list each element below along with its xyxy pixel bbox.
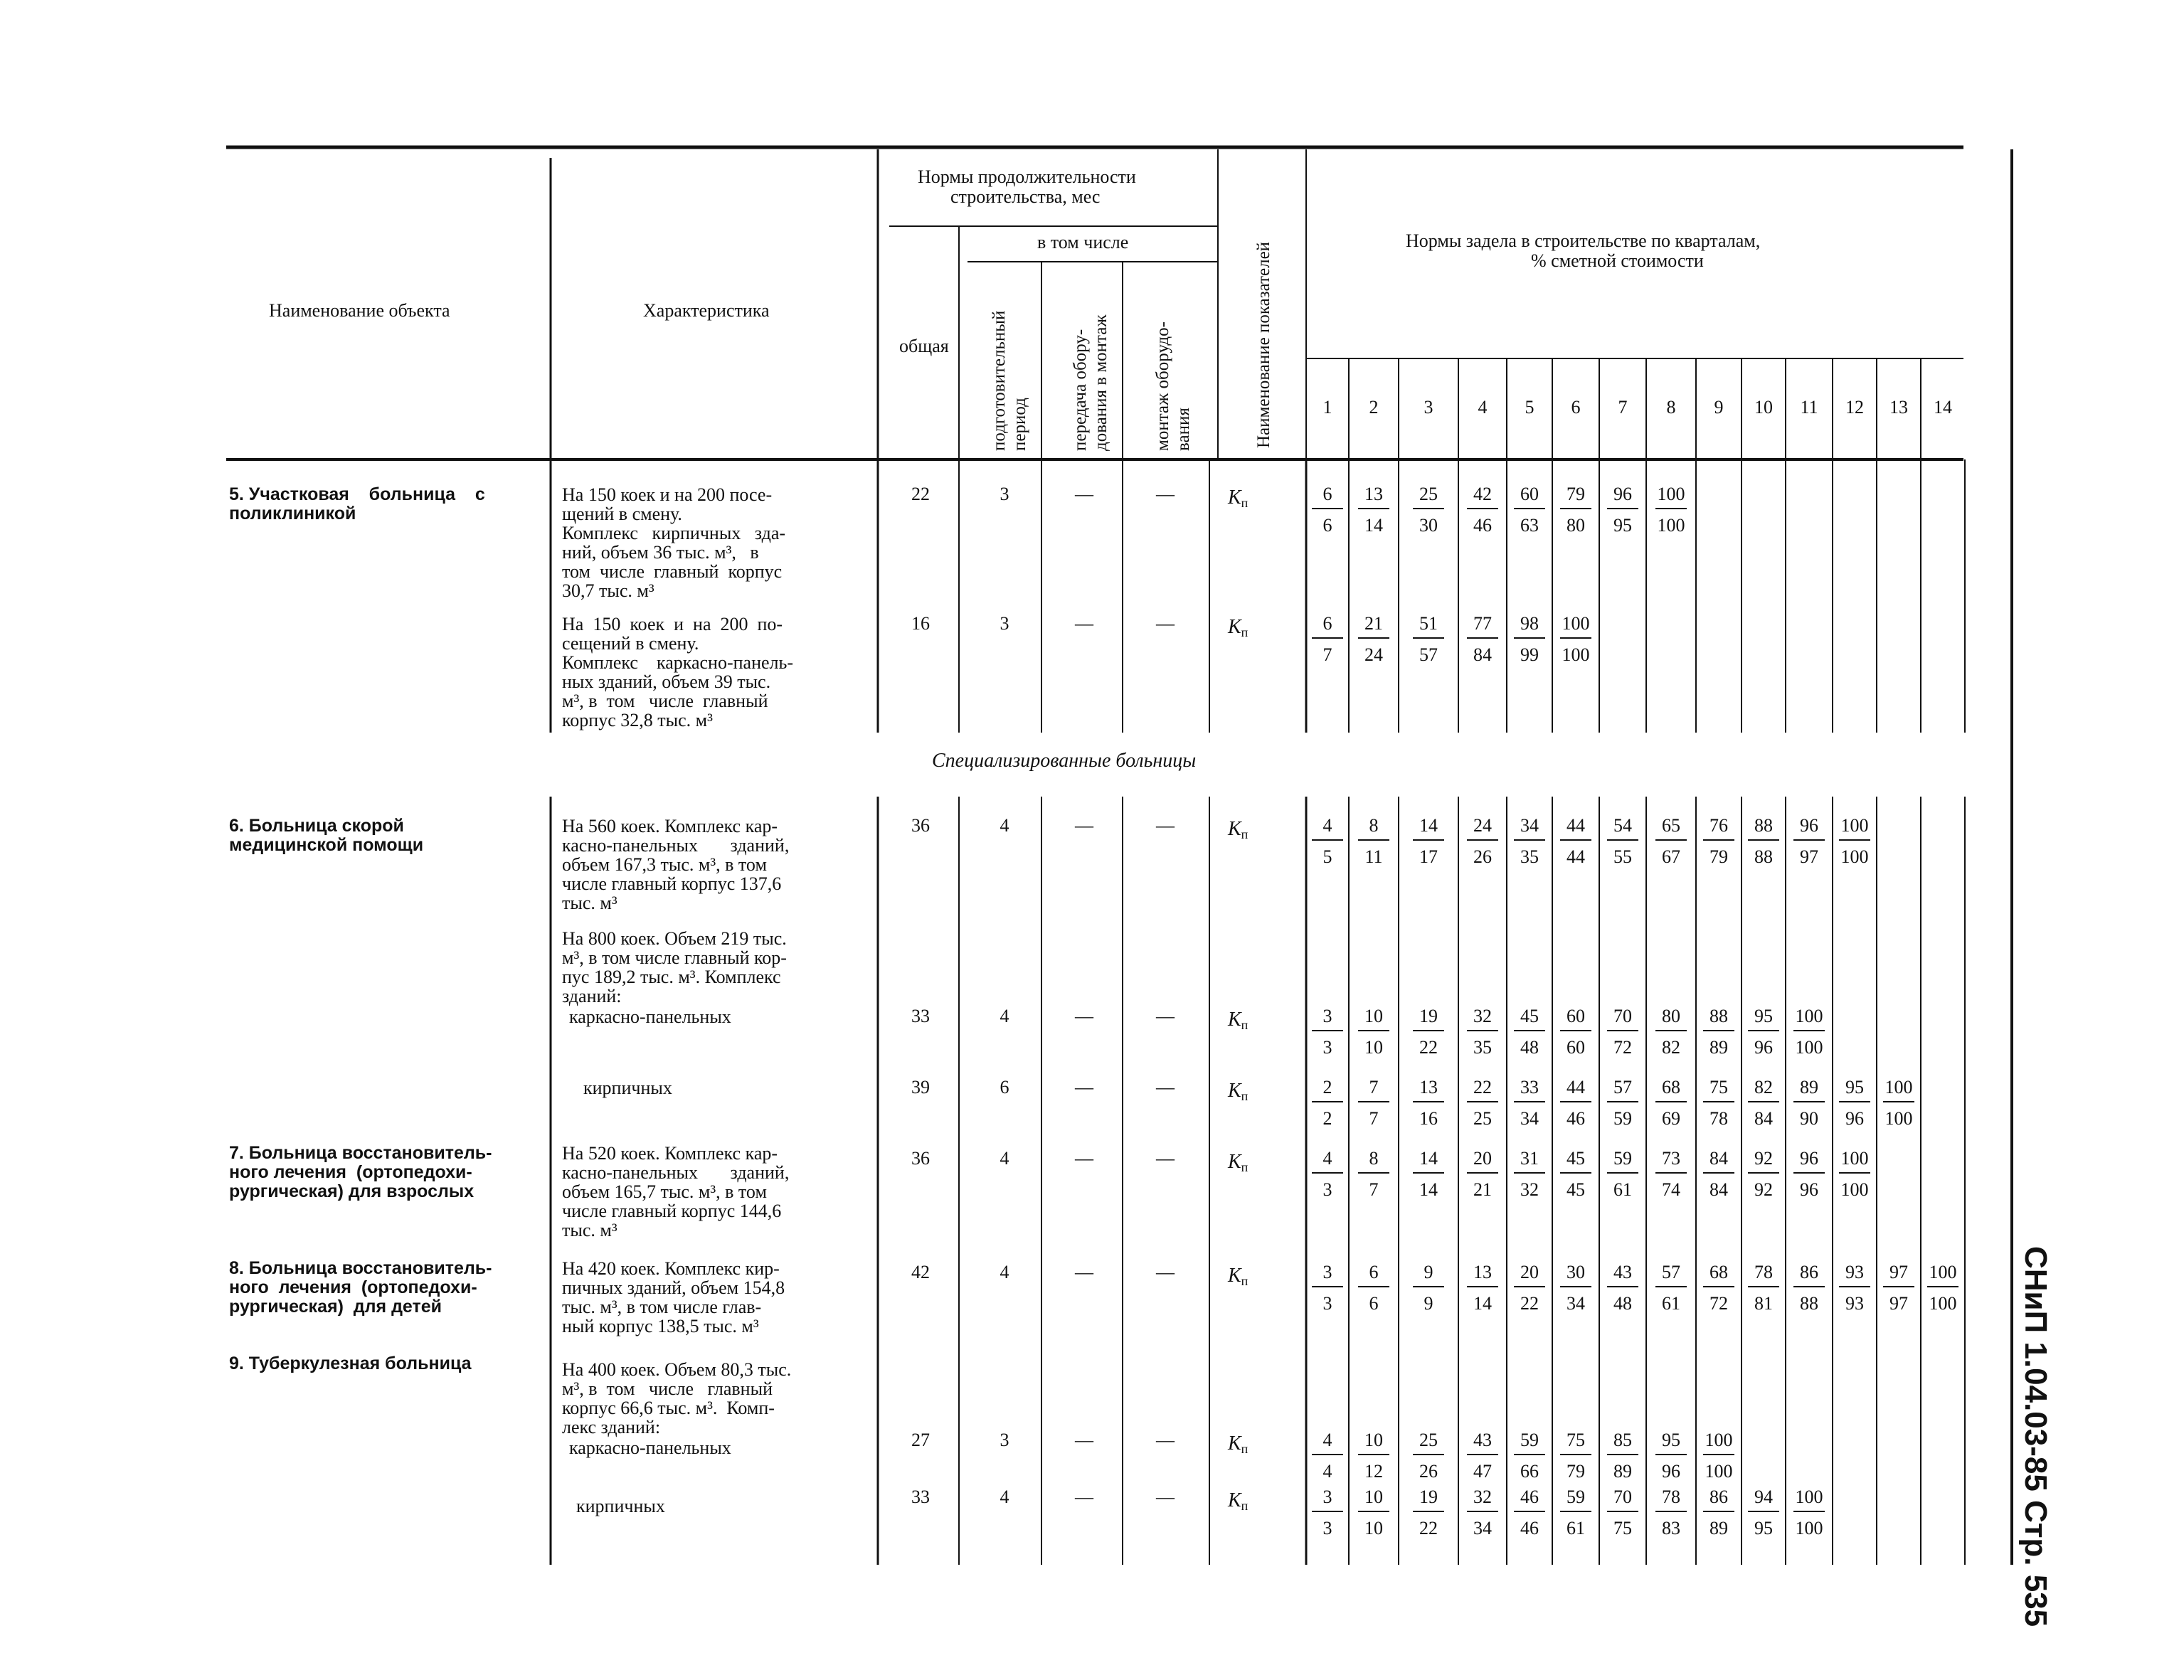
duration-total: 33 (911, 1006, 930, 1026)
duration-prep: 4 (1000, 1148, 1009, 1169)
quarter-value-denominator: 24 (1364, 644, 1383, 665)
quarter-value-numerator: 32 (1467, 1488, 1498, 1512)
quarter-value-denominator: 88 (1800, 1293, 1818, 1314)
quarter-value-denominator: 84 (1473, 644, 1492, 665)
quarter-value-numerator: 100 (1839, 1149, 1870, 1174)
duration-install: — (1156, 1430, 1175, 1450)
quarter-value-numerator: 46 (1514, 1488, 1545, 1512)
duration-total: 36 (911, 1148, 930, 1169)
quarter-value-denominator: 63 (1520, 515, 1539, 536)
quarter-value-numerator: 20 (1514, 1263, 1545, 1287)
quarter-value-denominator: 100 (1840, 846, 1869, 867)
quarter-value-denominator: 12 (1364, 1461, 1383, 1482)
header-equipment-handover: передача обору- дования в монтаж (1071, 314, 1110, 451)
characteristic-9-panel: каркасно-панельных (569, 1437, 731, 1458)
header-total: общая (899, 336, 949, 356)
quarter-value-numerator: 6 (1312, 615, 1343, 639)
quarter-value-denominator: 34 (1567, 1293, 1585, 1314)
quarter-value-numerator: 43 (1607, 1263, 1638, 1287)
quarter-value-denominator: 45 (1567, 1179, 1585, 1200)
quarter-value-numerator: 70 (1607, 1488, 1638, 1512)
duration-install: — (1156, 1077, 1175, 1097)
quarter-value-denominator: 89 (1709, 1518, 1728, 1538)
indicator-label: $К_п$ (1228, 616, 1249, 639)
quarter-value-numerator: 30 (1560, 1263, 1591, 1287)
indicator-label: $К_п$ (1228, 818, 1249, 841)
quarter-value-numerator: 13 (1358, 485, 1389, 509)
section-heading-specialized: Специализированные больницы (932, 750, 1197, 772)
quarter-value-numerator: 78 (1655, 1488, 1687, 1512)
quarter-value-denominator: 11 (1364, 846, 1383, 867)
duration-total: 33 (911, 1487, 930, 1507)
duration-install: — (1156, 613, 1175, 634)
quarter-value-numerator: 78 (1748, 1263, 1779, 1287)
quarter-value-numerator: 2 (1312, 1078, 1343, 1102)
quarter-value-numerator: 79 (1560, 485, 1591, 509)
quarter-value-numerator: 14 (1413, 817, 1444, 841)
quarter-value-numerator: 82 (1748, 1078, 1779, 1102)
quarter-value-denominator: 22 (1419, 1037, 1438, 1058)
quarter-value-denominator: 100 (1562, 644, 1590, 665)
quarter-value-denominator: 100 (1929, 1293, 1957, 1314)
duration-prep: 3 (1000, 1430, 1009, 1450)
quarter-value-denominator: 2 (1322, 1108, 1332, 1129)
quarter-value-numerator: 51 (1413, 615, 1444, 639)
quarter-value-numerator: 100 (1793, 1488, 1825, 1512)
quarter-value-numerator: 89 (1793, 1078, 1825, 1102)
duration-install: — (1156, 1148, 1175, 1169)
quarter-value-denominator: 61 (1662, 1293, 1680, 1314)
quarter-number: 12 (1845, 397, 1864, 418)
header-object: Наименование объекта (269, 300, 450, 321)
quarter-value-denominator: 79 (1567, 1461, 1585, 1482)
quarter-number: 10 (1754, 397, 1773, 418)
duration-prep: 4 (1000, 1262, 1009, 1282)
header-including: в том числе (1037, 232, 1129, 252)
duration-prep: 4 (1000, 1487, 1009, 1507)
duration-install: — (1156, 484, 1175, 504)
duration-total: 16 (911, 613, 930, 634)
quarter-value-denominator: 6 (1322, 515, 1332, 536)
quarter-value-denominator: 96 (1754, 1037, 1773, 1058)
duration-handover: — (1075, 1487, 1093, 1507)
quarter-number: 11 (1800, 397, 1818, 418)
quarter-value-numerator: 68 (1703, 1263, 1734, 1287)
duration-handover: — (1075, 1148, 1093, 1169)
quarter-value-denominator: 99 (1520, 644, 1539, 665)
header-characteristic: Характеристика (643, 300, 770, 321)
header-prep-period: подготовительный период (990, 310, 1029, 451)
quarter-number: 6 (1571, 397, 1581, 418)
quarter-value-numerator: 100 (1927, 1263, 1958, 1287)
characteristic-6a: На 560 коек. Комплекс кар- касно-панельных зданий, объем 167,3 тыс. м³, в том числе главный корпус 137,6 тыс. м³ (562, 816, 790, 913)
quarter-value-numerator: 3 (1312, 1007, 1343, 1031)
quarter-value-numerator: 6 (1358, 1263, 1389, 1287)
duration-total: 36 (911, 815, 930, 836)
quarter-value-numerator: 93 (1839, 1263, 1870, 1287)
quarter-value-denominator: 72 (1709, 1293, 1728, 1314)
characteristic-6b-brick: кирпичных (583, 1078, 672, 1098)
quarter-value-numerator: 57 (1607, 1078, 1638, 1102)
quarter-value-denominator: 61 (1613, 1179, 1632, 1200)
quarter-value-denominator: 82 (1662, 1037, 1680, 1058)
quarter-value-denominator: 32 (1520, 1179, 1539, 1200)
quarter-value-numerator: 13 (1413, 1078, 1444, 1102)
quarter-value-denominator: 22 (1520, 1293, 1539, 1314)
quarter-value-numerator: 97 (1883, 1263, 1914, 1287)
quarter-value-denominator: 5 (1322, 846, 1332, 867)
quarter-value-numerator: 96 (1607, 485, 1638, 509)
quarter-value-numerator: 45 (1514, 1007, 1545, 1031)
quarter-value-numerator: 34 (1514, 817, 1545, 841)
duration-install: — (1156, 815, 1175, 836)
quarter-value-denominator: 60 (1567, 1037, 1585, 1058)
characteristic-5b: На 150 коек и на 200 по- сещений в смену. Комплекс каркасно-панель- ных зданий, объем 39 тыс. м³, в том числе главный корпус 32,8 тыс. м³ (562, 614, 794, 730)
quarter-value-denominator: 96 (1800, 1179, 1818, 1200)
quarter-value-numerator: 65 (1655, 817, 1687, 841)
quarter-value-denominator: 84 (1709, 1179, 1728, 1200)
quarter-value-denominator: 10 (1364, 1037, 1383, 1058)
characteristic-6b: На 800 коек. Объем 219 тыс. м³, в том числе главный кор- пус 189,2 тыс. м³. Комплекс зданий: (562, 928, 787, 1006)
indicator-label: $К_п$ (1228, 1265, 1249, 1288)
quarter-value-numerator: 32 (1467, 1007, 1498, 1031)
quarter-value-numerator: 100 (1655, 485, 1687, 509)
quarter-value-denominator: 69 (1662, 1108, 1680, 1129)
indicator-label: $К_п$ (1228, 487, 1249, 510)
quarter-number: 14 (1934, 397, 1952, 418)
quarter-value-numerator: 42 (1467, 485, 1498, 509)
quarter-value-numerator: 14 (1413, 1149, 1444, 1174)
quarter-value-numerator: 25 (1413, 485, 1444, 509)
duration-prep: 4 (1000, 1006, 1009, 1026)
duration-install: — (1156, 1487, 1175, 1507)
quarter-value-numerator: 85 (1607, 1431, 1638, 1455)
quarter-value-numerator: 75 (1703, 1078, 1734, 1102)
quarter-value-denominator: 97 (1889, 1293, 1908, 1314)
quarter-value-numerator: 60 (1560, 1007, 1591, 1031)
quarter-number: 4 (1478, 397, 1488, 418)
quarter-value-denominator: 89 (1709, 1037, 1728, 1058)
quarter-value-numerator: 59 (1607, 1149, 1638, 1174)
indicator-label: $К_п$ (1228, 1432, 1249, 1456)
quarter-value-denominator: 100 (1705, 1461, 1733, 1482)
quarter-value-denominator: 61 (1567, 1518, 1585, 1538)
quarter-value-numerator: 57 (1655, 1263, 1687, 1287)
quarter-number: 5 (1525, 397, 1534, 418)
duration-handover: — (1075, 484, 1093, 504)
quarter-value-numerator: 25 (1413, 1431, 1444, 1455)
quarter-value-denominator: 35 (1473, 1037, 1492, 1058)
quarter-value-denominator: 46 (1473, 515, 1492, 536)
object-7: 7. Больница восстановитель- ного лечения (ортопедохи- рургическая) для взрослых (229, 1143, 492, 1201)
header-duration-line1: Нормы продолжительности (918, 166, 1136, 187)
quarter-value-denominator: 79 (1709, 846, 1728, 867)
quarter-value-denominator: 26 (1419, 1461, 1438, 1482)
quarter-value-numerator: 4 (1312, 1149, 1343, 1174)
quarter-value-denominator: 83 (1662, 1518, 1680, 1538)
indicator-label: $К_п$ (1228, 1151, 1249, 1174)
quarter-value-numerator: 75 (1560, 1431, 1591, 1455)
characteristic-7: На 520 коек. Комплекс кар- касно-панельных зданий, объем 165,7 тыс. м³, в том числе главный корпус 144,6 тыс. м³ (562, 1143, 790, 1240)
quarter-value-numerator: 9 (1413, 1263, 1444, 1287)
object-9: 9. Туберкулезная больница (229, 1354, 472, 1373)
quarter-value-numerator: 21 (1358, 615, 1389, 639)
quarter-value-denominator: 26 (1473, 846, 1492, 867)
quarter-value-numerator: 45 (1560, 1149, 1591, 1174)
quarter-value-numerator: 77 (1467, 615, 1498, 639)
quarter-value-numerator: 92 (1748, 1149, 1779, 1174)
quarter-value-denominator: 95 (1754, 1518, 1773, 1538)
quarter-number: 2 (1369, 397, 1379, 418)
quarter-value-denominator: 100 (1657, 515, 1685, 536)
quarter-value-numerator: 59 (1514, 1431, 1545, 1455)
quarter-number: 7 (1618, 397, 1628, 418)
duration-handover: — (1075, 1430, 1093, 1450)
quarter-value-denominator: 72 (1613, 1037, 1632, 1058)
quarter-value-denominator: 21 (1473, 1179, 1492, 1200)
header-equipment-install: монтаж оборудо- вания (1153, 321, 1193, 451)
quarter-value-denominator: 9 (1424, 1293, 1433, 1314)
quarter-value-denominator: 88 (1754, 846, 1773, 867)
quarter-value-numerator: 6 (1312, 485, 1343, 509)
quarter-value-denominator: 14 (1473, 1293, 1492, 1314)
quarter-value-denominator: 3 (1322, 1037, 1332, 1058)
characteristic-9-brick: кирпичных (576, 1496, 665, 1516)
quarter-value-denominator: 14 (1364, 515, 1383, 536)
quarter-value-numerator: 8 (1358, 1149, 1389, 1174)
quarter-value-numerator: 22 (1467, 1078, 1498, 1102)
quarter-value-numerator: 10 (1358, 1431, 1389, 1455)
quarter-value-numerator: 73 (1655, 1149, 1687, 1174)
characteristic-8: На 420 коек. Комплекс кир- пичных зданий, объем 154,8 тыс. м³, в том числе глав- ный корпус 138,5 тыс. м³ (562, 1258, 785, 1336)
quarter-value-numerator: 94 (1748, 1488, 1779, 1512)
quarter-value-numerator: 96 (1793, 817, 1825, 841)
quarter-value-numerator: 88 (1703, 1007, 1734, 1031)
quarter-value-denominator: 4 (1322, 1461, 1332, 1482)
object-5: 5. Участковая больница с поликлиникой (229, 484, 485, 523)
quarter-value-denominator: 96 (1662, 1461, 1680, 1482)
quarter-value-numerator: 10 (1358, 1488, 1389, 1512)
quarter-number: 8 (1666, 397, 1676, 418)
quarter-value-denominator: 57 (1419, 644, 1438, 665)
quarter-value-numerator: 70 (1607, 1007, 1638, 1031)
quarter-value-numerator: 95 (1748, 1007, 1779, 1031)
quarter-value-numerator: 76 (1703, 817, 1734, 841)
quarter-value-denominator: 92 (1754, 1179, 1773, 1200)
quarter-value-numerator: 43 (1467, 1431, 1498, 1455)
quarter-value-denominator: 100 (1840, 1179, 1869, 1200)
quarter-value-denominator: 14 (1419, 1179, 1438, 1200)
quarter-value-denominator: 10 (1364, 1518, 1383, 1538)
duration-prep: 3 (1000, 484, 1009, 504)
quarter-value-numerator: 86 (1793, 1263, 1825, 1287)
quarter-value-denominator: 80 (1567, 515, 1585, 536)
quarter-value-numerator: 86 (1703, 1488, 1734, 1512)
quarter-value-denominator: 67 (1662, 846, 1680, 867)
quarter-value-numerator: 100 (1839, 817, 1870, 841)
quarter-number: 1 (1322, 397, 1332, 418)
characteristic-6b-panel: каркасно-панельных (569, 1006, 731, 1027)
duration-handover: — (1075, 1006, 1093, 1026)
quarter-value-numerator: 100 (1560, 615, 1591, 639)
duration-total: 42 (911, 1262, 930, 1282)
quarter-value-numerator: 100 (1703, 1431, 1734, 1455)
indicator-label: $К_п$ (1228, 1080, 1249, 1103)
quarter-value-numerator: 4 (1312, 817, 1343, 841)
header-backlog-line1: Нормы задела в строительстве по кварталам, (1406, 230, 1761, 251)
duration-prep: 3 (1000, 613, 1009, 634)
quarter-value-numerator: 80 (1655, 1007, 1687, 1031)
quarter-number: 3 (1424, 397, 1433, 418)
quarter-value-numerator: 7 (1358, 1078, 1389, 1102)
quarter-value-numerator: 13 (1467, 1263, 1498, 1287)
object-6: 6. Больница скорой медицинской помощи (229, 816, 424, 855)
quarter-value-denominator: 6 (1369, 1293, 1379, 1314)
quarter-value-numerator: 44 (1560, 817, 1591, 841)
quarter-value-numerator: 8 (1358, 817, 1389, 841)
quarter-value-denominator: 34 (1520, 1108, 1539, 1129)
quarter-value-denominator: 7 (1322, 644, 1332, 665)
quarter-value-denominator: 74 (1662, 1179, 1680, 1200)
quarter-number: 9 (1714, 397, 1724, 418)
quarter-value-denominator: 35 (1520, 846, 1539, 867)
duration-total: 27 (911, 1430, 930, 1450)
quarter-value-denominator: 93 (1845, 1293, 1864, 1314)
quarter-value-denominator: 44 (1567, 846, 1585, 867)
quarter-value-numerator: 88 (1748, 817, 1779, 841)
quarter-value-numerator: 60 (1514, 485, 1545, 509)
quarter-value-denominator: 3 (1322, 1518, 1332, 1538)
duration-handover: — (1075, 1262, 1093, 1282)
duration-total: 22 (911, 484, 930, 504)
characteristic-9: На 400 коек. Объем 80,3 тыс. м³, в том числе главный корпус 66,6 тыс. м³. Комп- лекс зданий: (562, 1359, 792, 1437)
object-8: 8. Больница восстановитель- ного лечения (ортопедохи- рургическая) для детей (229, 1258, 492, 1317)
duration-prep: 4 (1000, 815, 1009, 836)
quarter-value-denominator: 46 (1567, 1108, 1585, 1129)
duration-prep: 6 (1000, 1077, 1009, 1097)
quarter-value-numerator: 95 (1655, 1431, 1687, 1455)
quarter-value-numerator: 96 (1793, 1149, 1825, 1174)
header-backlog-line2: % сметной стоимости (1531, 250, 1704, 271)
quarter-value-denominator: 34 (1473, 1518, 1492, 1538)
quarter-value-numerator: 19 (1413, 1007, 1444, 1031)
quarter-value-denominator: 90 (1800, 1108, 1818, 1129)
quarter-value-denominator: 100 (1795, 1518, 1823, 1538)
quarter-value-denominator: 25 (1473, 1108, 1492, 1129)
quarter-value-numerator: 68 (1655, 1078, 1687, 1102)
quarter-value-denominator: 46 (1520, 1518, 1539, 1538)
quarter-value-denominator: 66 (1520, 1461, 1539, 1482)
quarter-value-denominator: 48 (1520, 1037, 1539, 1058)
quarter-value-denominator: 55 (1613, 846, 1632, 867)
quarter-value-numerator: 3 (1312, 1488, 1343, 1512)
quarter-value-numerator: 20 (1467, 1149, 1498, 1174)
duration-install: — (1156, 1006, 1175, 1026)
quarter-value-denominator: 48 (1613, 1293, 1632, 1314)
duration-handover: — (1075, 1077, 1093, 1097)
quarter-value-numerator: 3 (1312, 1263, 1343, 1287)
quarter-value-denominator: 97 (1800, 846, 1818, 867)
quarter-value-denominator: 100 (1885, 1108, 1913, 1129)
header-duration-line2: строительства, мес (950, 186, 1101, 207)
quarter-value-denominator: 59 (1613, 1108, 1632, 1129)
quarter-value-denominator: 47 (1473, 1461, 1492, 1482)
quarter-value-numerator: 44 (1560, 1078, 1591, 1102)
quarter-value-numerator: 24 (1467, 817, 1498, 841)
indicator-label: $К_п$ (1228, 1489, 1249, 1513)
quarter-value-denominator: 7 (1369, 1179, 1379, 1200)
quarter-value-denominator: 17 (1419, 846, 1438, 867)
quarter-value-numerator: 31 (1514, 1149, 1545, 1174)
duration-total: 39 (911, 1077, 930, 1097)
quarter-value-denominator: 100 (1795, 1037, 1823, 1058)
quarter-number: 13 (1889, 397, 1908, 418)
quarter-value-denominator: 78 (1709, 1108, 1728, 1129)
duration-handover: — (1075, 613, 1093, 634)
quarter-value-numerator: 4 (1312, 1431, 1343, 1455)
quarter-value-denominator: 75 (1613, 1518, 1632, 1538)
quarter-value-numerator: 98 (1514, 615, 1545, 639)
quarter-value-denominator: 95 (1613, 515, 1632, 536)
duration-handover: — (1075, 815, 1093, 836)
characteristic-5a: На 150 коек и на 200 посе- щений в смену. Комплекс кирпичных зда- ний, объем 36 тыс. м³, в том числе главный корпус 30,7 тыс. м³ (562, 484, 786, 601)
quarter-value-numerator: 100 (1793, 1007, 1825, 1031)
quarter-value-denominator: 89 (1613, 1461, 1632, 1482)
quarter-value-denominator: 3 (1322, 1293, 1332, 1314)
quarter-value-denominator: 30 (1419, 515, 1438, 536)
quarter-value-numerator: 95 (1839, 1078, 1870, 1102)
page-reference: СНиП 1.04.03-85 Стр. 535 (2018, 1246, 2053, 1627)
quarter-value-denominator: 81 (1754, 1293, 1773, 1314)
quarter-value-numerator: 100 (1883, 1078, 1914, 1102)
header-indicator: Наименование показателей (1254, 241, 1273, 448)
duration-install: — (1156, 1262, 1175, 1282)
quarter-value-denominator: 3 (1322, 1179, 1332, 1200)
quarter-value-numerator: 19 (1413, 1488, 1444, 1512)
quarter-value-numerator: 33 (1514, 1078, 1545, 1102)
quarter-value-denominator: 96 (1845, 1108, 1864, 1129)
quarter-value-denominator: 84 (1754, 1108, 1773, 1129)
quarter-value-denominator: 7 (1369, 1108, 1379, 1129)
quarter-value-numerator: 10 (1358, 1007, 1389, 1031)
quarter-value-denominator: 22 (1419, 1518, 1438, 1538)
quarter-value-numerator: 54 (1607, 817, 1638, 841)
indicator-label: $К_п$ (1228, 1009, 1249, 1032)
quarter-value-numerator: 84 (1703, 1149, 1734, 1174)
quarter-value-denominator: 16 (1419, 1108, 1438, 1129)
quarter-value-numerator: 59 (1560, 1488, 1591, 1512)
